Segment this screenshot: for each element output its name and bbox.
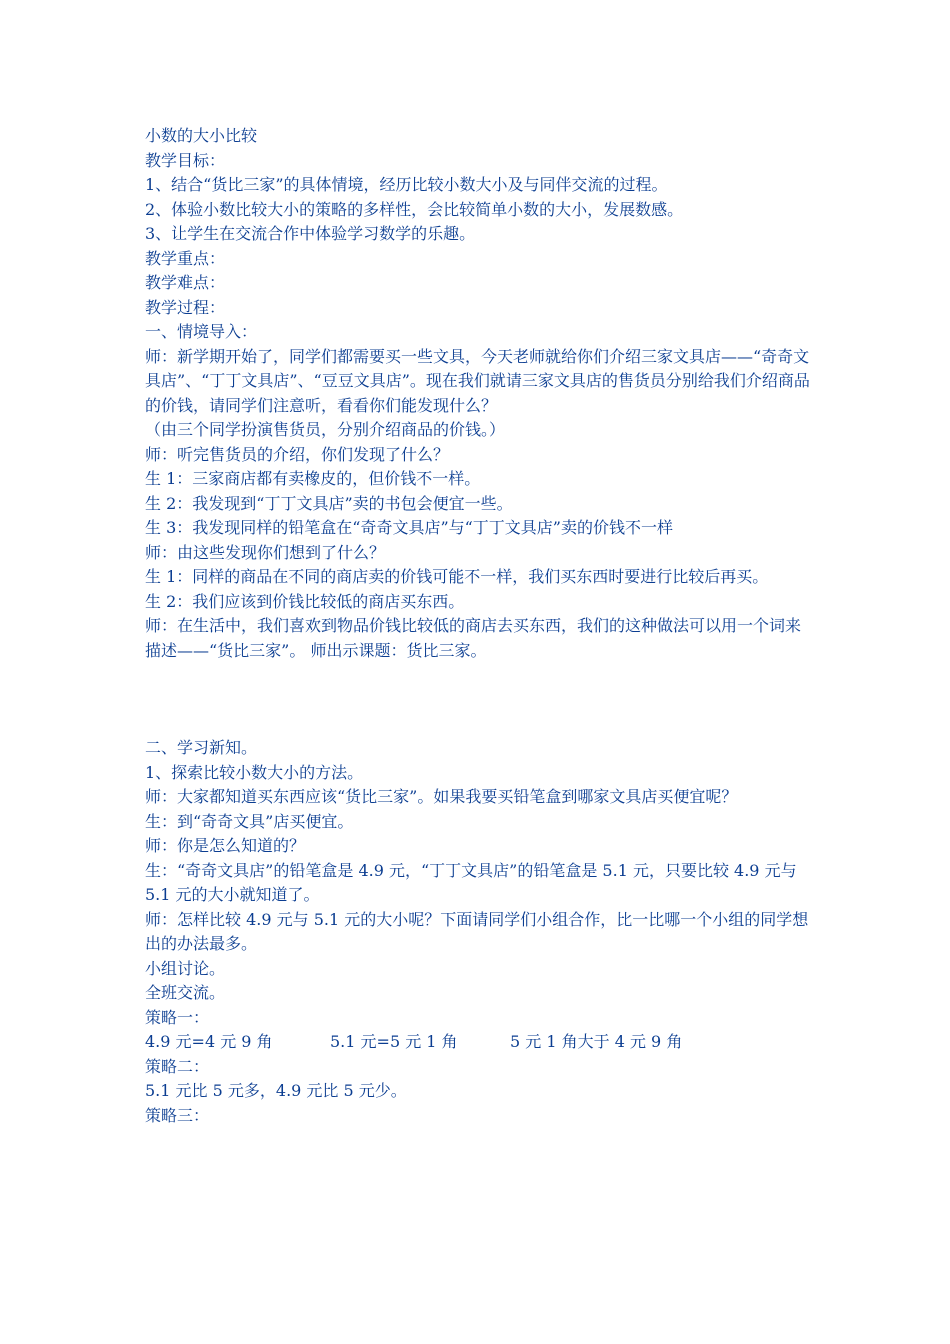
paragraph: 教学重点： (145, 248, 226, 268)
paragraph: 2、体验小数比较大小的策略的多样性，会比较简单小数的大小，发展数感。 (145, 199, 684, 219)
document-title: 小数的大小比较 (145, 126, 258, 145)
strategy-one-row (145, 1030, 815, 1055)
paragraph: 3、让学生在交流合作中体验学习数学的乐趣。 (145, 224, 476, 243)
paragraph: 生 2：我们应该到价钱比较低的商店买东西。 (145, 591, 465, 611)
paragraph: 教学过程： (145, 297, 226, 317)
paragraph: 师：在生活中，我们喜欢到物品价钱比较低的商店去买东西，我们的这种做法可以用一个词来描述——“货比三家”。 师出示课题：货比三家。 (145, 616, 802, 660)
paragraph: 教学难点： (145, 273, 226, 292)
paragraph: 师：新学期开始了，同学们都需要买一些文具，今天老师就给你们介绍三家文具店——“奇奇文具店”、“丁丁文具店”、“豆豆文具店”。现在我们就请三家文具店的售货员分别给我们介绍商品的价钱，请同学们注意听，看看你们能发现什么？ (145, 346, 810, 415)
strategy-one-item: 5.1 元=5 元 1 角 (330, 1032, 458, 1051)
section-heading: 一、情境导入： (145, 322, 258, 341)
paragraph: 生 3：我发现同样的铅笔盒在“奇奇文具店”与“丁丁文具店”卖的价钱不一样 (145, 518, 673, 537)
section-heading: 二、学习新知。 (145, 738, 258, 757)
paragraph: 师：你是怎么知道的？ (145, 836, 306, 855)
paragraph: 师：听完售货员的介绍，你们发现了什么？ (145, 444, 450, 464)
paragraph: 1、探索比较小数大小的方法。 (145, 762, 364, 782)
strategy-one-item: 5 元 1 角大于 4 元 9 角 (510, 1032, 683, 1051)
strategy-two-label: 策略二： (145, 1056, 210, 1076)
paragraph: 师：大家都知道买东西应该“货比三家”。如果我要买铅笔盒到哪家文具店买便宜呢？ (145, 787, 738, 806)
paragraph: 小组讨论。 (145, 958, 226, 978)
strategy-two-text: 5.1 元比 5 元多，4.9 元比 5 元少。 (145, 1081, 407, 1100)
strategy-three-label: 策略三： (145, 1105, 210, 1125)
paragraph: 1、结合“货比三家”的具体情境，经历比较小数大小及与同伴交流的过程。 (145, 175, 668, 194)
paragraph: 师：怎样比较 4.9 元与 5.1 元的大小呢？下面请同学们小组合作，比一比哪一个小组的同学想出的办法最多。 (145, 909, 809, 953)
paragraph: 生：“奇奇文具店”的铅笔盒是 4.9 元，“丁丁文具店”的铅笔盒是 5.1 元，只要比较 4.9 元与 5.1 元的大小就知道了。 (145, 860, 797, 904)
paragraph: 全班交流。 (145, 983, 226, 1002)
paragraph: 生 1：同样的商品在不同的商店卖的价钱可能不一样，我们买东西时要进行比较后再买。 (145, 567, 769, 586)
paragraph: （由三个同学扮演售货员，分别介绍商品的价钱。） (145, 420, 506, 439)
strategy-one-label: 策略一： (145, 1007, 210, 1027)
paragraph: 生：到“奇奇文具”店买便宜。 (145, 811, 354, 831)
paragraph: 生 2：我发现到“丁丁文具店”卖的书包会便宜一些。 (145, 493, 513, 513)
strategy-one-item: 4.9 元=4 元 9 角 (145, 1032, 273, 1051)
section-spacer (145, 663, 815, 736)
paragraph: 师：由这些发现你们想到了什么？ (145, 542, 386, 562)
paragraph: 教学目标： (145, 150, 226, 170)
document-body (145, 124, 815, 1128)
paragraph: 生 1：三家商店都有卖橡皮的，但价钱不一样。 (145, 469, 481, 488)
